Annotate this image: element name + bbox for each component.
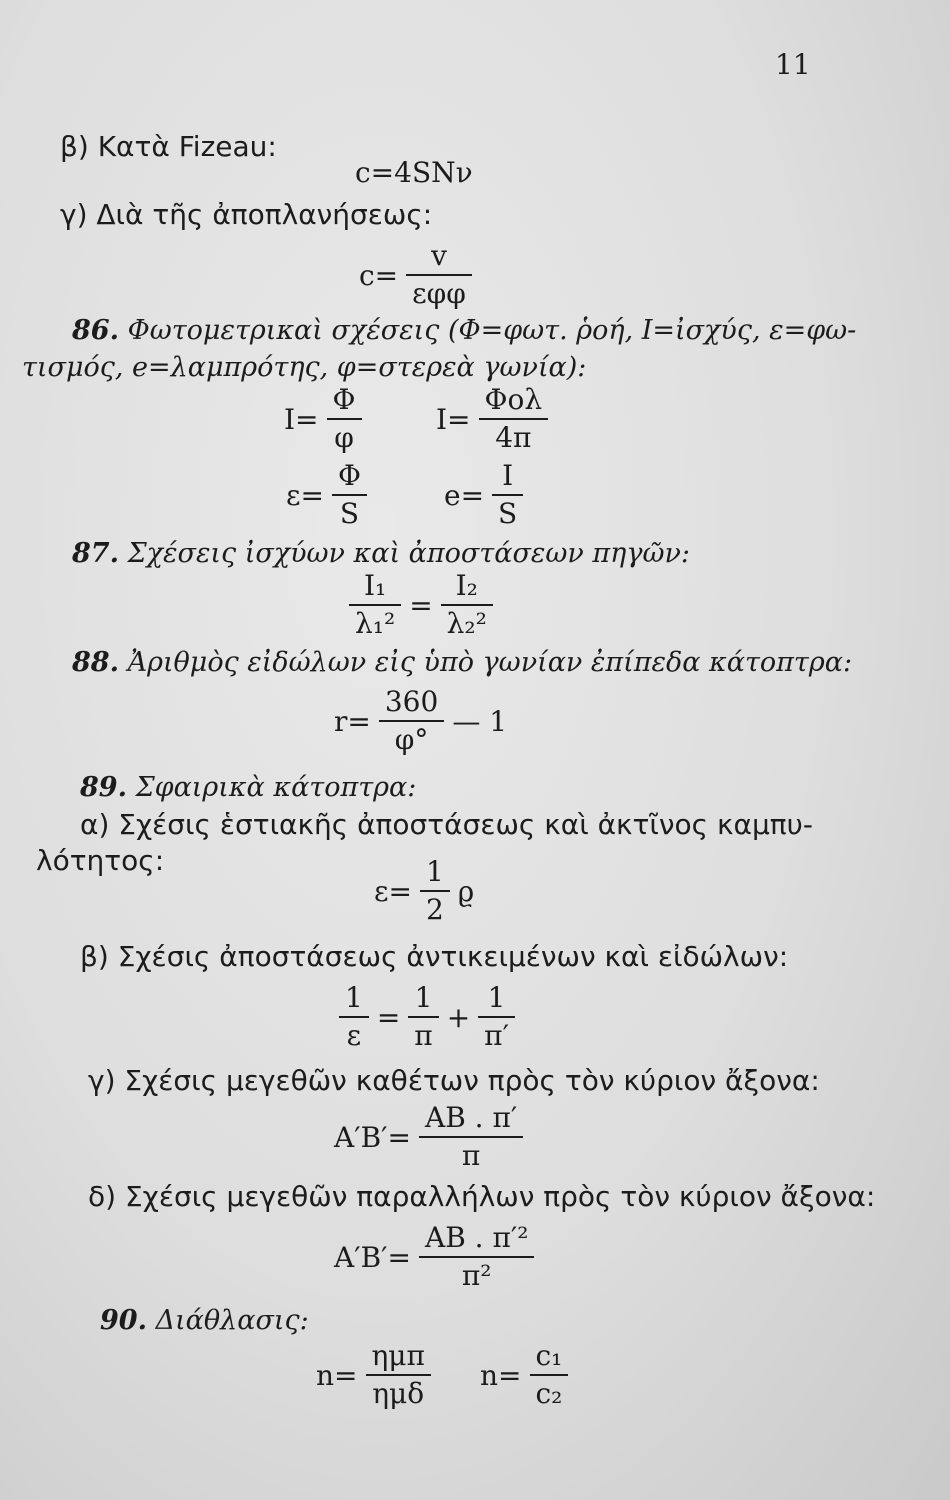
section-89-a-cont: λότητος: bbox=[36, 844, 165, 877]
section-title: Σφαιρικὰ κάτοπτρα: bbox=[135, 772, 417, 803]
denominator: π bbox=[461, 1139, 481, 1172]
formula-89-g bbox=[330, 1100, 527, 1174]
numerator: 1 bbox=[420, 854, 450, 892]
denominator: λ₁² bbox=[355, 607, 396, 640]
fraction bbox=[327, 382, 362, 456]
fraction bbox=[406, 238, 472, 312]
numerator: I₂ bbox=[441, 568, 493, 606]
equals-sign: = bbox=[376, 1000, 401, 1034]
formula-lhs: A′B′= bbox=[334, 1120, 411, 1154]
denominator: φ° bbox=[394, 723, 429, 756]
fraction bbox=[332, 458, 367, 532]
section-title: Σχέσεις ἰσχύων καὶ ἀποστάσεων πηγῶν: bbox=[127, 538, 690, 569]
numerator: 360 bbox=[379, 684, 444, 722]
denominator: π′ bbox=[484, 1019, 509, 1052]
numerator: I bbox=[492, 458, 523, 496]
formula-rhs: ϱ bbox=[457, 874, 475, 908]
section-87 bbox=[72, 538, 690, 569]
denominator: 4π bbox=[495, 421, 532, 454]
formula-86-1 bbox=[280, 382, 366, 456]
section-number: 88. bbox=[72, 647, 119, 678]
denominator: π² bbox=[461, 1259, 492, 1292]
denominator: 2 bbox=[425, 893, 444, 926]
fraction bbox=[366, 1338, 431, 1412]
formula-lhs: n= bbox=[316, 1358, 358, 1392]
formula-lhs: I= bbox=[436, 402, 471, 436]
formula-89-a bbox=[370, 854, 478, 928]
numerator: 1 bbox=[339, 980, 369, 1018]
formula-86-2 bbox=[432, 382, 552, 456]
denominator: εφφ bbox=[412, 277, 466, 310]
plus-sign: + bbox=[446, 1000, 471, 1034]
denominator: λ₂² bbox=[446, 607, 487, 640]
numerator: v bbox=[406, 238, 472, 276]
fraction bbox=[419, 1220, 534, 1294]
formula-lhs: ε= bbox=[286, 478, 324, 512]
section-86 bbox=[72, 315, 856, 346]
section-title: Διάθλασις: bbox=[155, 1305, 309, 1336]
fraction bbox=[419, 1100, 523, 1174]
numerator: Φολ bbox=[479, 382, 549, 420]
section-title: Ἀριθμὸς εἰδώλων εἰς ὑπὸ γωνίαν ἐπίπεδα κάτοπτρα: bbox=[127, 647, 853, 678]
fraction bbox=[492, 458, 523, 532]
numerator: ημπ bbox=[366, 1338, 431, 1376]
formula-lhs: e= bbox=[444, 478, 485, 512]
fizeau-heading: β) Κατὰ Fizeau: bbox=[60, 130, 277, 163]
formula-lhs: c= bbox=[359, 258, 399, 292]
section-86-cont: τισμός, e=λαμπρότης, φ=στερεὰ γωνία): bbox=[22, 352, 587, 383]
section-number: 87. bbox=[72, 538, 119, 569]
formula-86-4 bbox=[440, 458, 527, 532]
numerator: AB . π′² bbox=[419, 1220, 534, 1258]
numerator: c₁ bbox=[530, 1338, 569, 1376]
formula-lhs: n= bbox=[480, 1358, 522, 1392]
numerator: Φ bbox=[332, 458, 367, 496]
fraction bbox=[478, 980, 515, 1054]
numerator: I₁ bbox=[349, 568, 401, 606]
fraction bbox=[349, 568, 401, 642]
section-89-d: δ) Σχέσις μεγεθῶν παραλλήλων πρὸς τὸν κύριον ἄξονα: bbox=[88, 1180, 876, 1213]
denominator: φ bbox=[334, 421, 354, 454]
section-89 bbox=[80, 772, 416, 803]
section-number: 90. bbox=[100, 1305, 147, 1336]
formula-87 bbox=[345, 568, 497, 642]
formula-90-1 bbox=[312, 1338, 435, 1412]
section-89-b: β) Σχέσις ἀποστάσεως ἀντικειμένων καὶ εἰδώλων: bbox=[80, 940, 789, 973]
denominator: S bbox=[498, 497, 518, 530]
denominator: ημδ bbox=[372, 1377, 425, 1410]
fraction bbox=[408, 980, 438, 1054]
section-90 bbox=[100, 1305, 309, 1336]
formula-lhs: r= bbox=[334, 704, 371, 738]
fraction bbox=[479, 382, 549, 456]
formula-90-2 bbox=[476, 1338, 572, 1412]
fraction bbox=[441, 568, 493, 642]
numerator: 1 bbox=[408, 980, 438, 1018]
section-number: 86. bbox=[72, 315, 119, 346]
formula-89-d bbox=[330, 1220, 538, 1294]
page-number: 11 bbox=[775, 48, 811, 81]
numerator: 1 bbox=[478, 980, 515, 1018]
formula-lhs: I= bbox=[284, 402, 319, 436]
formula-lhs: ε= bbox=[374, 874, 412, 908]
fraction bbox=[379, 684, 444, 758]
formula-rhs: — 1 bbox=[452, 704, 508, 738]
fraction bbox=[530, 1338, 569, 1412]
section-title: Φωτομετρικαὶ σχέσεις (Φ=φωτ. ῥοή, Ι=ἰσχύς, ε=φω- bbox=[127, 315, 857, 346]
numerator: AB . π′ bbox=[419, 1100, 523, 1138]
aberration-formula bbox=[355, 238, 476, 312]
formula-89-b bbox=[335, 980, 519, 1054]
formula-88 bbox=[330, 684, 511, 758]
formula-lhs: A′B′= bbox=[334, 1240, 411, 1274]
denominator: S bbox=[339, 497, 360, 530]
denominator: π bbox=[414, 1019, 433, 1052]
formula-86-3 bbox=[282, 458, 371, 532]
section-number: 89. bbox=[80, 772, 127, 803]
fizeau-formula: c=4SNν bbox=[355, 156, 473, 189]
fraction bbox=[420, 854, 450, 928]
aberration-heading: γ) Διὰ τῆς ἀποπλανήσεως: bbox=[60, 198, 433, 231]
denominator: c₂ bbox=[535, 1377, 563, 1410]
fraction bbox=[339, 980, 369, 1054]
section-89-g: γ) Σχέσις μεγεθῶν καθέτων πρὸς τὸν κύριον ἄξονα: bbox=[88, 1064, 820, 1097]
section-89-a: α) Σχέσις ἑστιακῆς ἀποστάσεως καὶ ἀκτῖνος καμπυ- bbox=[80, 808, 813, 841]
equals-sign: = bbox=[409, 588, 433, 622]
denominator: ε bbox=[346, 1019, 362, 1052]
section-88 bbox=[72, 647, 852, 678]
numerator: Φ bbox=[327, 382, 362, 420]
